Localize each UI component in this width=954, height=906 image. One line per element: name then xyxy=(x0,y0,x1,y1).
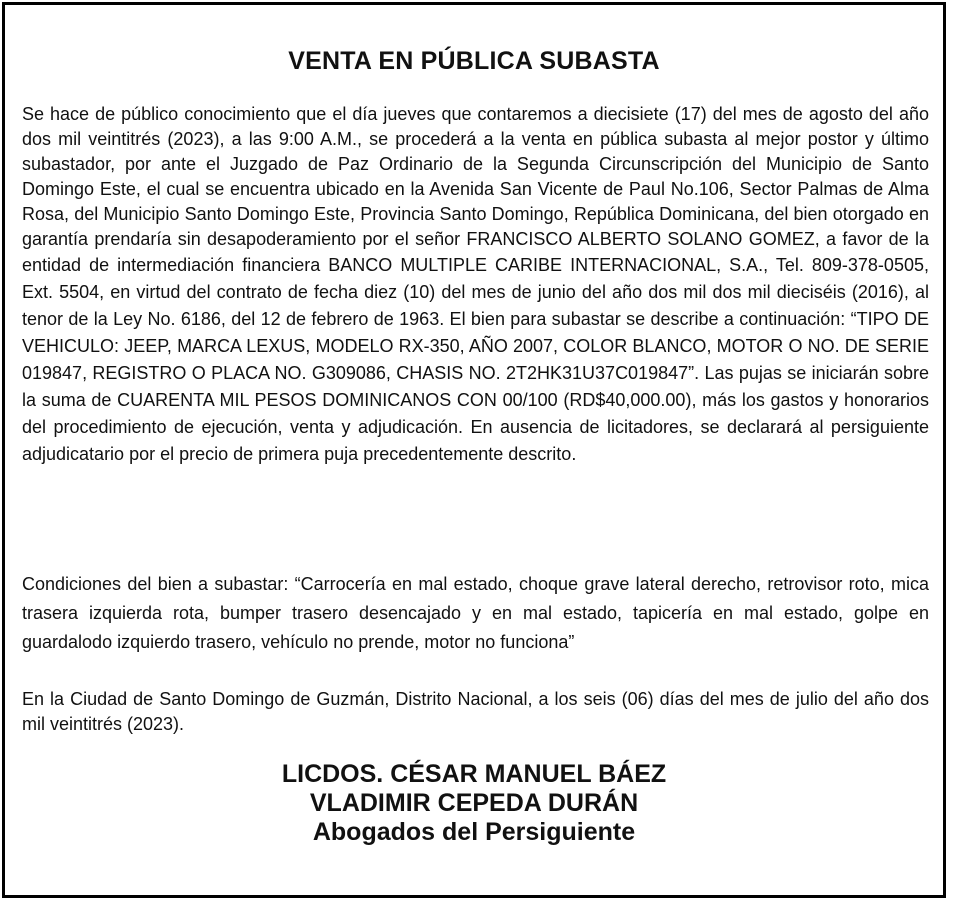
signature-block xyxy=(5,760,943,847)
notice-title: VENTA EN PÚBLICA SUBASTA xyxy=(288,47,660,75)
paragraph-auction-details-part-1: Se hace de público conocimiento que el día jueves que contaremos a diecisiete (17) del mes de agosto del año dos mil veintitrés (2023), a las 9:00 A.M., se procederá a la venta en pública subasta al mejor postor y último subastador, por ante el Juzgado de Paz Ordinario de la Segunda Circunscripción del Municipio de Santo Domingo Este, el cual se encuentra ubicado en la Avenida San Vicente de Paul No.106, Sector Palmas de Alma Rosa, del Municipio Santo Domingo Este, Provincia Santo Domingo, República Dominicana, del bien otorgado en garantía prendaría sin desapoderamiento por el señor FRANCISCO ALBERTO SOLANO GOMEZ, a favor de la entidad de intermediación financiera BANCO MULTIPLE CARIBE INTERNACIONAL, S.A., Tel. xyxy=(22,104,929,275)
notice-frame xyxy=(2,2,946,898)
paragraph-place-date: En la Ciudad de Santo Domingo de Guzmán, Distrito Nacional, a los seis (06) días del mes de julio del año dos mil veintitrés (2023). xyxy=(22,689,929,734)
signature-lawyer-2: VLADIMIR CEPEDA DURÁN xyxy=(309,789,639,817)
paragraph-auction-details-part-2: 809-378-0505, Ext. 5504, en virtud del contrato de fecha diez (10) del mes de junio del año dos mil dos mil dieciséis (2016), al tenor de la Ley No. 6186, del 12 de febrero de 1963. El bien para subastar se describe a continuación: “TIPO DE VEHICULO: JEEP, MARCA LEXUS, MODELO RX-350, AÑO 2007, COLOR BLANCO, MOTOR O NO. DE SERIE 019847, REGISTRO O PLACA NO. G309086, CHASIS NO. 2T2HK31U37C019847”. Las pujas se iniciarán sobre la suma de CUARENTA MIL PESOS DOMINICANOS CON 00/100 (RD$40,000.00), más los gastos y honorarios del procedimiento de ejecución, venta y adjudicación. En ausencia de licitadores, se declarará al persiguiente adjudicatario por el precio de primera puja precedentemente descrito. xyxy=(22,255,929,464)
paragraph-conditions: Condiciones del bien a subastar: “Carrocería en mal estado, choque grave lateral derecho, retrovisor roto, mica trasera izquierda rota, bumper trasero desencajado y en mal estado, tapicería en mal estado, golpe en guardalodo izquierdo trasero, vehículo no prende, motor no funciona” xyxy=(22,574,929,652)
paragraph-auction-details xyxy=(22,102,929,468)
signature-lawyer-1: LICDOS. CÉSAR MANUEL BÁEZ xyxy=(281,760,667,788)
signature-role: Abogados del Persiguiente xyxy=(312,818,636,846)
